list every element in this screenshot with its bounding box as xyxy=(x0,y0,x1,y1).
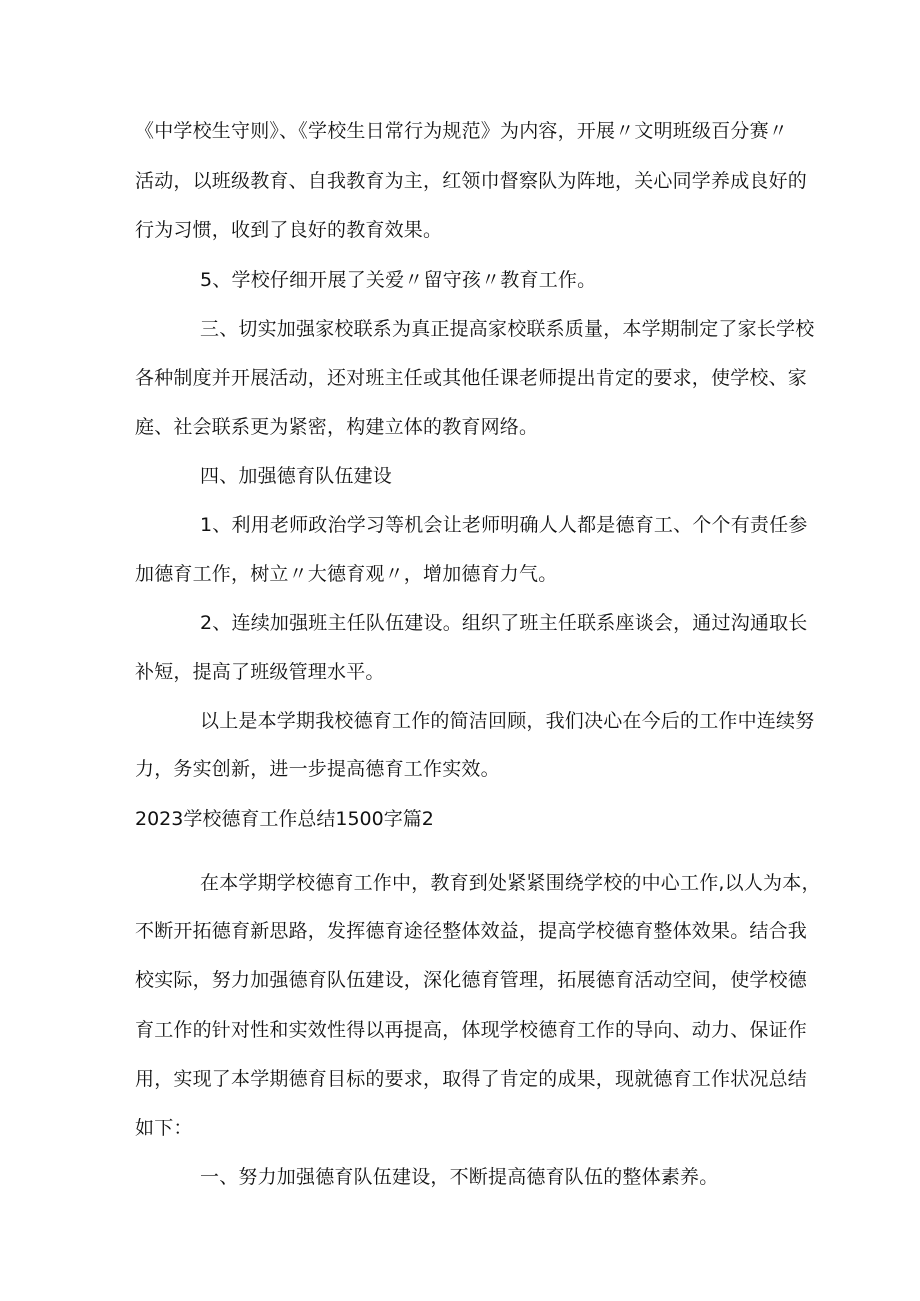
paragraph-line: 行为习惯，收到了良好的教育效果。 xyxy=(135,219,443,241)
section-heading: 四、加强德育队伍建设 xyxy=(200,465,393,487)
paragraph-line: 各种制度并开展活动，还对班主任或其他任课老师提出肯定的要求，使学校、家 xyxy=(135,367,808,389)
paragraph-line: 庭、社会联系更为紧密，构建立体的教育网络。 xyxy=(135,416,539,438)
section-heading: 一、努力加强德育队伍建设，不断提高德育队伍的整体素养。 xyxy=(200,1166,719,1188)
paragraph-line: 《中学校生守则》、《学校生日常行为规范》为内容，开展〃文明班级百分赛〃 xyxy=(135,120,789,142)
paragraph-line: 2、连续加强班主任队伍建设。组织了班主任联系座谈会，通过沟通取长 xyxy=(200,612,808,634)
document-subtitle: 2023学校德育工作总结1500字篇2 xyxy=(135,808,434,830)
paragraph-line: 活动，以班级教育、自我教育为主，红领巾督察队为阵地，关心同学养成良好的 xyxy=(135,170,808,192)
paragraph-line: 补短，提高了班级管理水平。 xyxy=(135,661,385,683)
paragraph-line: 三、切实加强家校联系为真正提高家校联系质量，本学期制定了家长学校 xyxy=(200,318,815,340)
paragraph-line: 如下： xyxy=(135,1117,193,1139)
paragraph-line: 1、利用老师政治学习等机会让老师明确人人都是德育工、个个有责任参 xyxy=(200,514,808,536)
paragraph-line: 加德育工作，树立〃大德育观〃，增加德育力气。 xyxy=(135,563,558,585)
paragraph-line: 以上是本学期我校德育工作的简洁回顾，我们决心在今后的工作中连续努 xyxy=(200,710,815,732)
paragraph-line: 5、学校仔细开展了关爱〃留守孩〃教育工作。 xyxy=(200,269,597,291)
paragraph-line: 育工作的针对性和实效性得以再提高，体现学校德育工作的导向、动力、保证作 xyxy=(135,1019,808,1041)
paragraph-line: 用，实现了本学期德育目标的要求，取得了肯定的成果，现就德育工作状况总结 xyxy=(135,1068,808,1090)
paragraph-line: 力，务实创新，进一步提高德育工作实效。 xyxy=(135,758,500,780)
paragraph-line: 不断开拓德育新思路，发挥德育途径整体效益，提高学校德育整体效果。结合我 xyxy=(135,920,808,942)
paragraph-line: 在本学期学校德育工作中，教育到处紧紧围绕学校的中心工作,以人为本， xyxy=(200,872,821,894)
paragraph-line: 校实际，努力加强德育队伍建设，深化德育管理，拓展德育活动空间，使学校德 xyxy=(135,969,808,991)
